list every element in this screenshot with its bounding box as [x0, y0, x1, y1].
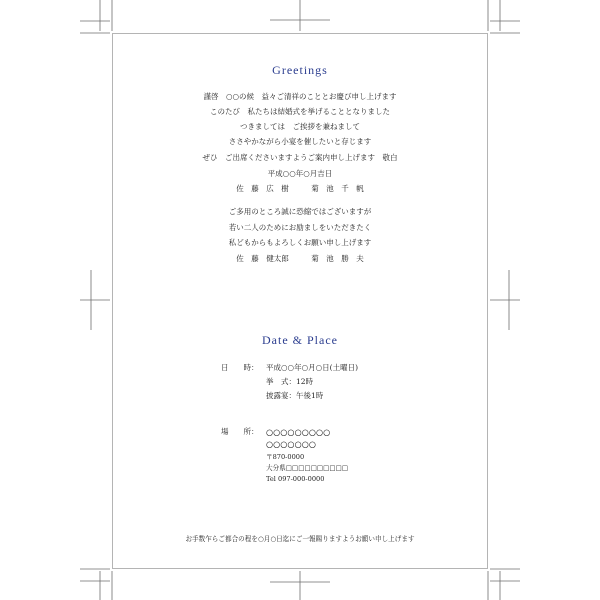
parents-line: ご多用のところ誠に恐縮ではございますが: [228, 207, 372, 216]
couple-names: 佐 藤 広 樹 菊 池 千 帆: [236, 184, 364, 193]
parent-names: 佐 藤 健太郎 菊 池 勝 夫: [236, 254, 364, 263]
letter-date: 平成○○年○月吉日: [267, 169, 333, 178]
date-label: 日 時：: [221, 363, 259, 372]
date-place-heading: Date & Place: [262, 333, 338, 347]
ceremony-time: 挙 式：12時: [266, 377, 314, 386]
greetings-line: つきましては ご挨拶を兼ねまして: [240, 122, 360, 131]
place-label: 場 所：: [221, 427, 259, 436]
parents-line: 若い二人のためにお励ましをいただきたく: [228, 223, 372, 232]
greetings-heading: Greetings: [272, 63, 328, 77]
reception-time: 披露宴：午後1時: [266, 391, 324, 400]
greetings-line: ささやかながら小宴を催したいと存じます: [228, 137, 372, 146]
rsvp-note: お手数乍らご都合の程を○月○日迄にご一報賜りますようお願い申し上げます: [185, 535, 415, 543]
date-value: 平成○○年○月○日(土曜日): [266, 363, 359, 372]
venue-name: ○○○○○○○○○: [266, 427, 331, 437]
address: 大分県□□□□□□□□□□: [266, 464, 349, 472]
greetings-line: 謹啓 ○○の候 益々ご清祥のこととお慶び申し上げます: [203, 92, 397, 101]
parents-line: 私どもからもよろしくお願い申し上げます: [228, 238, 372, 247]
telephone: Tel 097-000-0000: [266, 475, 325, 483]
postal-code: 〒870-0000: [266, 453, 305, 461]
venue-name-2: ○○○○○○○: [266, 439, 317, 449]
greetings-line: このたび 私たちは結婚式を挙げることとなりました: [210, 107, 390, 116]
greetings-line: ぜひ ご出席くださいますようご案内申し上げます 敬白: [202, 153, 398, 162]
